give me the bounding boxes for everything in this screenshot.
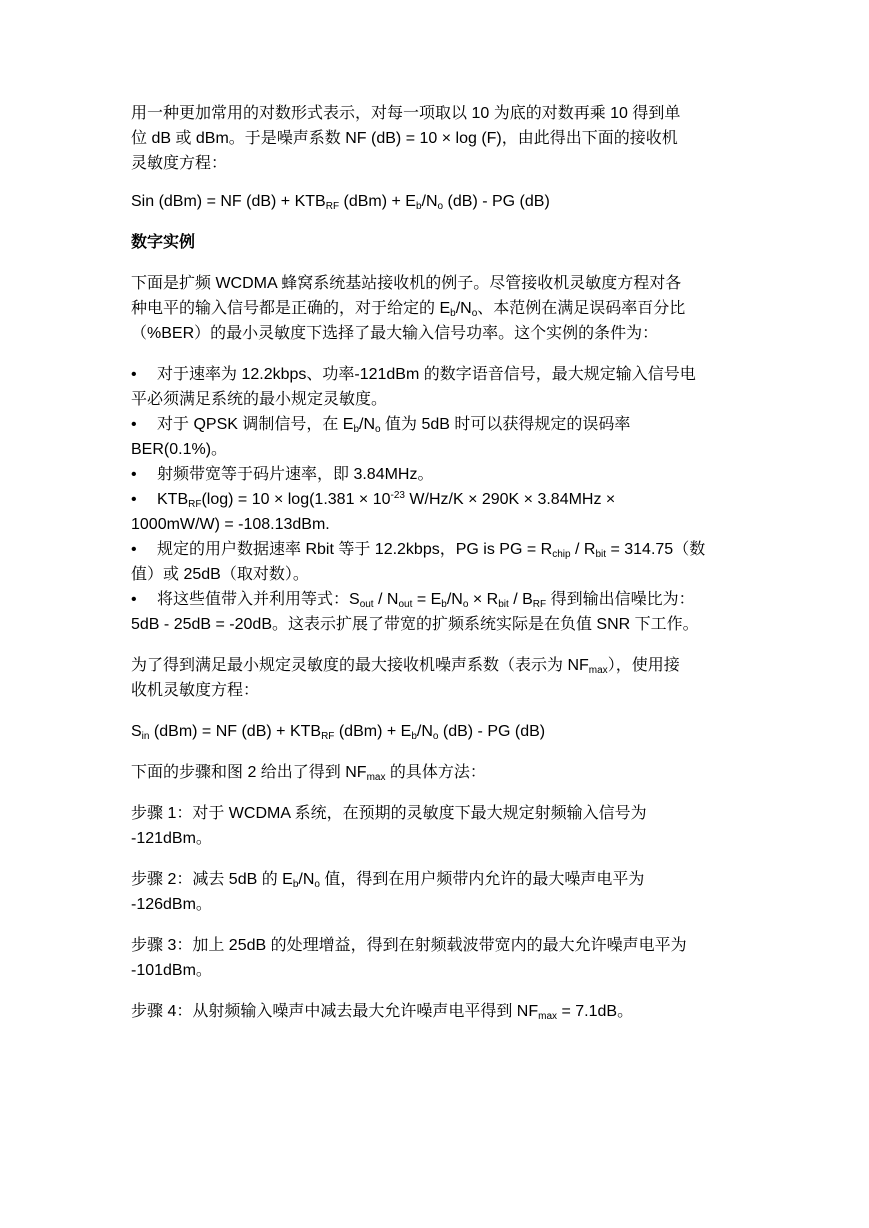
list-item: • 对于速率为 12.2kbps、功率-121dBm 的数字语音信号，最大规定输入信号电 平必须满足系统的最小规定灵敏度。	[131, 362, 741, 412]
text-line: 灵敏度方程：	[131, 155, 228, 172]
bullet-icon: •	[131, 541, 137, 558]
text-line: 用一种更加常用的对数形式表示，对每一项取以 10 为底的对数再乘 10 得到单	[131, 105, 681, 122]
nfmax-paragraph: 为了得到满足最小规定灵敏度的最大接收机噪声系数（表示为 $NF_{max}$），使用接 收机灵敏度方程：	[131, 657, 680, 699]
bullet-icon: •	[131, 466, 137, 483]
conditions-list	[131, 362, 741, 637]
steps-intro: 下面的步骤和图 2 给出了得到 $NF_{max}$ 的具体方法：	[131, 764, 486, 783]
example-paragraph: 下面是扩频 WCDMA 蜂窝系统基站接收机的例子。尽管接收机灵敏度方程对各 种电平的输入信号都是正确的，对于给定的 $E_b/N_o$、本范例在满足误码率百分比 （%BER）的最小灵敏度下选择了最大输入信号功率。这个实例的条件为：	[131, 275, 686, 342]
list-item: • $KTB_{RF}(\log) = 10 \times \log(1.381 \times 10^{-23}$ W/Hz/K × 290K × 3.84MHz × 1000mW/W) = -108.13dBm.	[131, 487, 741, 537]
intro-paragraph	[131, 101, 741, 176]
list-item: • 对于 QPSK 调制信号，在 $E_b/N_o$ 值为 5dB 时可以获得规定的误码率 BER(0.1%)。	[131, 412, 741, 462]
bullet-icon: •	[131, 591, 137, 608]
text-line: 位 dB 或 dBm。于是噪声系数 NF (dB) = 10 × log (F)，由此得出下面的接收机	[131, 130, 678, 147]
sensitivity-equation-2: $S_{in}$ (dBm) = NF $(dB) + KTB_{RF}$ $(dBm) + E_b/N_o$ (dB) - PG (dB)	[131, 723, 546, 742]
bullet-icon: •	[131, 366, 137, 383]
list-item: • 将这些值带入并利用等式：$S_{out} / N_{out} = E_b/N_o \times R_{bit} / B_{RF}$ 得到输出信噪比为： 5dB - 25dB = -20dB。这表示扩展了带宽的扩频系统实际是在负值 SNR 下工作。	[131, 587, 741, 637]
bullet-icon: •	[131, 491, 137, 508]
list-item: • 射频带宽等于码片速率，即 3.84MHz。	[131, 462, 741, 487]
step-2: 步骤 2：减去 5dB 的 $E_b/N_o$ 值，得到在用户频带内允许的最大噪声电平为 -126dBm。	[131, 871, 645, 913]
step-3: 步骤 3：加上 25dB 的处理增益，得到在射频载波带宽内的最大允许噪声电平为 -101dBm。	[131, 937, 687, 979]
section-heading: 数字实例	[131, 234, 196, 251]
step-1: 步骤 1：对于 WCDMA 系统，在预期的灵敏度下最大规定射频输入信号为 -121dBm。	[131, 805, 647, 847]
bullet-icon: •	[131, 416, 137, 433]
list-item: • 规定的用户数据速率 Rbit 等于 12.2kbps，PG is PG = $R_{chip} / R_{bit} = 314.75$（数 值）或 25dB（取对数）。	[131, 537, 741, 587]
sensitivity-equation-1: Sin (dBm) = NF $(dB) + KTB_{RF}$ $(dBm) + E_b/N_o$ (dB) - PG (dB)	[131, 193, 550, 212]
step-4: 步骤 4：从射频输入噪声中减去最大允许噪声电平得到 $NF_{max} = 7.1dB$。	[131, 1003, 634, 1022]
document-page	[131, 101, 741, 1024]
